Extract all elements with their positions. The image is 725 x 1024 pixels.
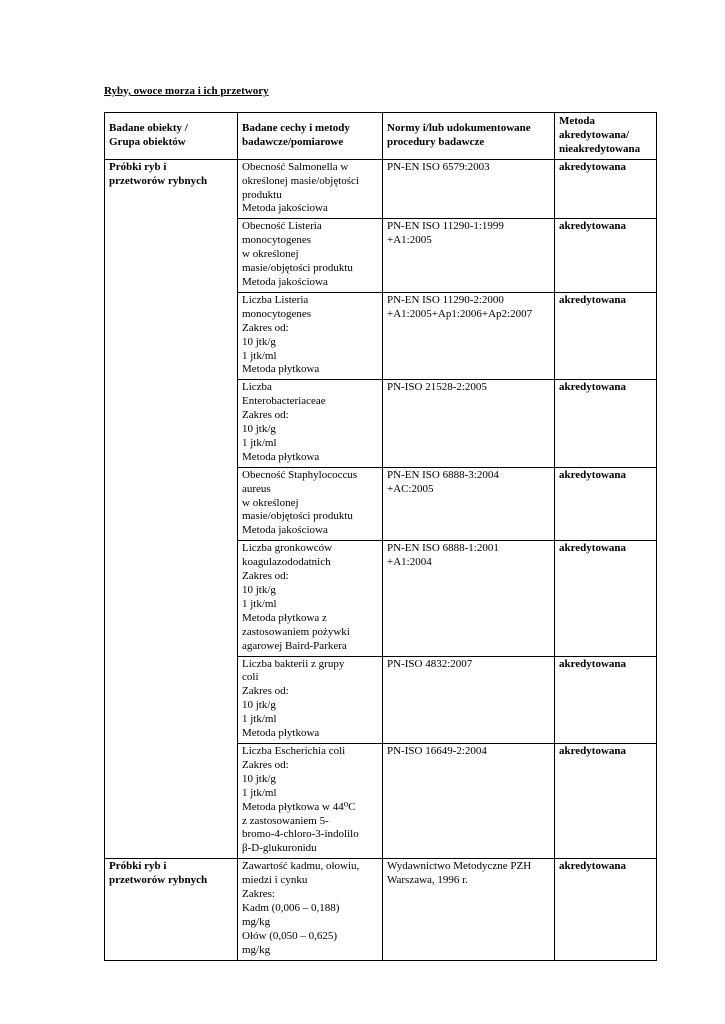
feature-cell: Obecność Salmonella w określonej masie/objętości produktu Metoda jakościowa [238,159,383,219]
header-norms: Normy i/lub udokumentowane procedury badawcze [383,113,555,160]
feature-cell: Liczba Escherichia coli Zakres od: 10 jtk/g 1 jtk/ml Metoda płytkowa w 44⁰C z zastosowaniem 5- bromo-4-chloro-3-indolilo β-D-glukuronidu [238,743,383,858]
header-method: Metoda akredytowana/ nieakredytowana [555,113,657,160]
norm-cell: PN-EN ISO 6888-3:2004 +AC:2005 [383,467,555,541]
method-cell: akredytowana [555,859,657,960]
norm-cell: PN-EN ISO 6888-1:2001 +A1:2004 [383,541,555,656]
method-cell: akredytowana [555,159,657,219]
method-cell: akredytowana [555,292,657,379]
feature-cell: Liczba Listeria monocytogenes Zakres od: 10 jtk/g 1 jtk/ml Metoda płytkowa [238,292,383,379]
object-group-cell: Próbki ryb i przetworów rybnych [105,859,238,960]
method-cell: akredytowana [555,467,657,541]
method-cell: akredytowana [555,743,657,858]
section-heading: Ryby, owoce morza i ich przetwory [104,85,269,97]
feature-cell: Obecność Listeria monocytogenes w określonej masie/objętości produktu Metoda jakościowa [238,219,383,293]
feature-cell: Obecność Staphylococcus aureus w określonej masie/objętości produktu Metoda jakościowa [238,467,383,541]
feature-cell: Liczba Enterobacteriaceae Zakres od: 10 jtk/g 1 jtk/ml Metoda płytkowa [238,380,383,467]
header-features: Badane cechy i metody badawcze/pomiarowe [238,113,383,160]
header-objects: Badane obiekty / Grupa obiektów [105,113,238,160]
method-cell: akredytowana [555,656,657,743]
feature-cell: Liczba bakterii z grupy coli Zakres od: 10 jtk/g 1 jtk/ml Metoda płytkowa [238,656,383,743]
table-row [105,159,657,219]
norm-cell: PN-EN ISO 6579:2003 [383,159,555,219]
method-cell: akredytowana [555,541,657,656]
feature-cell: Liczba gronkowców koagulazododatnich Zakres od: 10 jtk/g 1 jtk/ml Metoda płytkowa z zastosowaniem pożywki agarowej Baird-Parkera [238,541,383,656]
norm-cell: PN-EN ISO 11290-1:1999 +A1:2005 [383,219,555,293]
norm-cell: Wydawnictwo Metodyczne PZH Warszawa, 1996 r. [383,859,555,960]
feature-cell: Zawartość kadmu, ołowiu, miedzi i cynku Zakres: Kadm (0,006 – 0,188) mg/kg Ołów (0,050 – 0,625) mg/kg [238,859,383,960]
norm-cell: PN-ISO 4832:2007 [383,656,555,743]
table-row [105,859,657,960]
accreditation-table [104,112,657,961]
method-cell: akredytowana [555,219,657,293]
object-group-cell: Próbki ryb i przetworów rybnych [105,159,238,859]
norm-cell: PN-ISO 16649-2:2004 [383,743,555,858]
method-cell: akredytowana [555,380,657,467]
norm-cell: PN-EN ISO 11290-2:2000 +A1:2005+Ap1:2006+Ap2:2007 [383,292,555,379]
table-header-row [105,113,657,160]
norm-cell: PN-ISO 21528-2:2005 [383,380,555,467]
